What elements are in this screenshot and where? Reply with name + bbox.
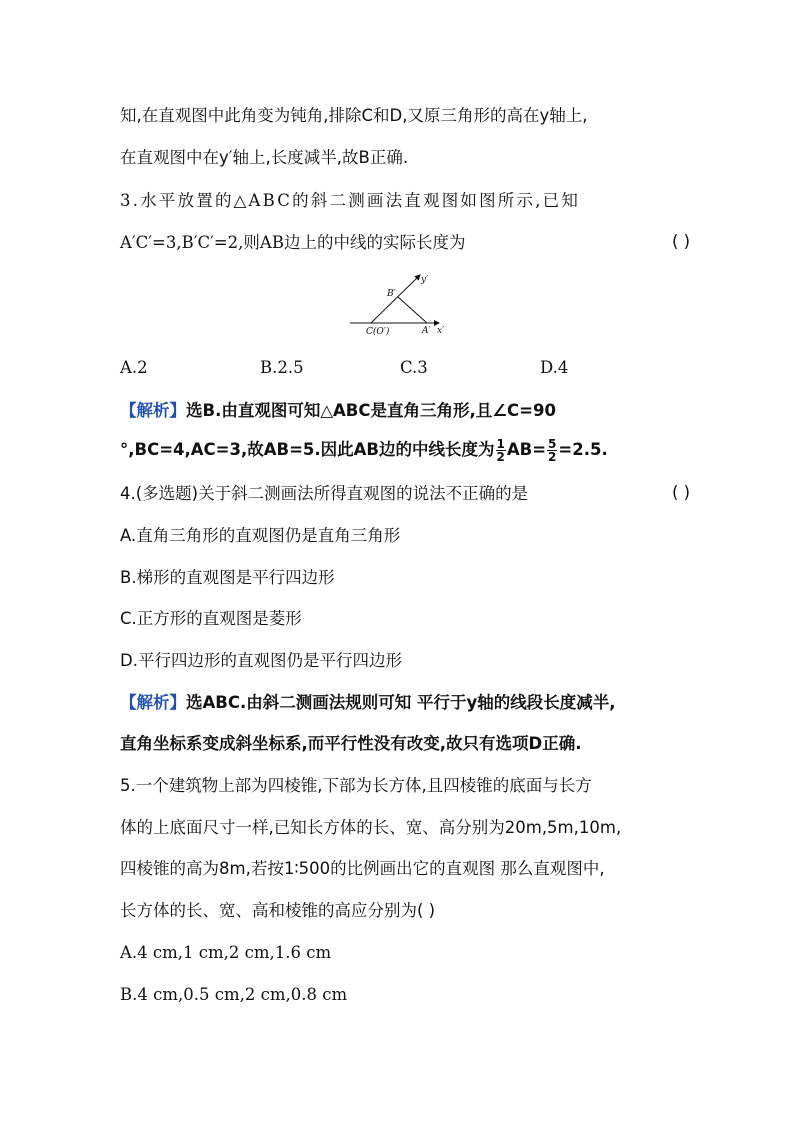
question-5-line-4: 长方体的长、宽、高和棱锥的高应分别为( ) xyxy=(120,901,436,920)
answer-3-text-3: AB= xyxy=(506,440,547,459)
question-3-line-2: A′C′=3,B′C′=2,则AB边上的中线的实际长度为 xyxy=(120,233,466,252)
text-line-2: 在直观图中在y′轴上,长度减半,故B正确. xyxy=(120,148,409,167)
question-5-option-a: A.4 cm,1 cm,2 cm,1.6 cm xyxy=(120,943,332,962)
answer-3-text-2: °,BC=4,AC=3,故AB=5.因此AB边的中线长度为 xyxy=(120,440,495,459)
question-4-option-a: A.直角三角形的直观图仍是直角三角形 xyxy=(120,526,401,545)
answer-4-tag: 【解析】 xyxy=(120,693,186,712)
oblique-projection-figure xyxy=(347,270,457,340)
text-line-1: 知,在直观图中此角变为钝角,排除C和D,又原三角形的高在y轴上, xyxy=(120,106,588,125)
question-5-line-1: 5.一个建筑物上部为四棱锥,下部为长方体,且四棱锥的底面与长方 xyxy=(120,776,592,795)
question-5-line-3: 四棱锥的高为8m,若按1∶500的比例画出它的直观图 那么直观图中, xyxy=(120,859,605,878)
question-5-line-2: 体的上底面尺寸一样,已知长方体的长、宽、高分别为20m,5m,10m, xyxy=(120,818,622,837)
question-3-option-c: C.3 xyxy=(400,358,428,377)
question-3-line-1: 3.水平放置的△ABC的斜二测画法直观图如图所示,已知 xyxy=(120,191,581,210)
fraction-five-halves: $\frac{5}{2}$ xyxy=(548,437,557,464)
question-3-answer-bracket: ( ) xyxy=(672,232,691,251)
question-3-option-b: B.2.5 xyxy=(260,358,304,377)
label-y-prime: y′ xyxy=(421,275,429,285)
answer-3-tag: 【解析】 xyxy=(120,401,186,420)
question-4-answer-bracket: ( ) xyxy=(672,483,691,502)
label-c-origin: C(O′) xyxy=(366,327,390,337)
segment-b-a xyxy=(398,297,427,323)
answer-4-line-2: 直角坐标系变成斜坐标系,而平行性没有改变,故只有选项D正确. xyxy=(120,734,582,753)
answer-3-line-2 xyxy=(120,438,608,463)
question-4-option-d: D.平行四边形的直观图仍是平行四边形 xyxy=(120,651,402,670)
label-b-prime: B′ xyxy=(387,289,396,299)
question-4-option-b: B.梯形的直观图是平行四边形 xyxy=(120,568,335,587)
fraction-one-half: $\frac{1}{2}$ xyxy=(496,437,505,464)
answer-4-line-1 xyxy=(120,692,616,714)
label-x-prime: x′ xyxy=(437,326,445,336)
question-3-option-d: D.4 xyxy=(540,358,569,377)
label-a-prime: A′ xyxy=(422,326,431,336)
question-5-option-b: B.4 cm,0.5 cm,2 cm,0.8 cm xyxy=(120,985,348,1004)
question-3-option-a: A.2 xyxy=(120,358,148,377)
question-4: 4.(多选题)关于斜二测画法所得直观图的说法不正确的是 xyxy=(120,484,529,503)
answer-4-text-1: 选ABC.由斜二测画法规则可知 平行于y轴的线段长度减半, xyxy=(186,693,616,712)
answer-3-text-4: =2.5. xyxy=(558,440,608,459)
answer-3-text-1: 选B.由直观图可知△ABC是直角三角形,且∠C=90 xyxy=(186,401,556,420)
question-4-option-c: C.正方形的直观图是菱形 xyxy=(120,609,302,628)
answer-3-line-1 xyxy=(120,400,556,422)
y-axis-line xyxy=(371,275,420,323)
